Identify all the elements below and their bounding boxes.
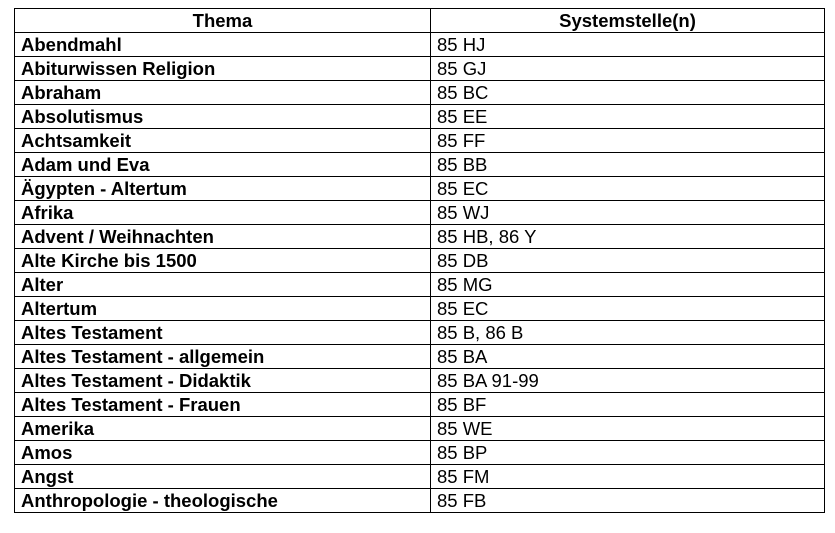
cell-thema: Amerika bbox=[15, 417, 431, 441]
table-row bbox=[15, 345, 825, 369]
table-row bbox=[15, 201, 825, 225]
cell-thema: Altertum bbox=[15, 297, 431, 321]
cell-thema: Abendmahl bbox=[15, 33, 431, 57]
table-row bbox=[15, 393, 825, 417]
cell-systemstelle: 85 WJ bbox=[431, 201, 825, 225]
table-row bbox=[15, 105, 825, 129]
cell-thema: Anthropologie - theologische bbox=[15, 489, 431, 513]
cell-thema: Abraham bbox=[15, 81, 431, 105]
cell-thema: Alte Kirche bis 1500 bbox=[15, 249, 431, 273]
cell-systemstelle: 85 BA bbox=[431, 345, 825, 369]
cell-thema: Advent / Weihnachten bbox=[15, 225, 431, 249]
table-row bbox=[15, 249, 825, 273]
cell-thema: Achtsamkeit bbox=[15, 129, 431, 153]
cell-systemstelle: 85 WE bbox=[431, 417, 825, 441]
cell-thema: Afrika bbox=[15, 201, 431, 225]
cell-thema: Alter bbox=[15, 273, 431, 297]
table-row bbox=[15, 297, 825, 321]
table-row bbox=[15, 273, 825, 297]
cell-thema: Amos bbox=[15, 441, 431, 465]
table-row bbox=[15, 441, 825, 465]
cell-systemstelle: 85 BF bbox=[431, 393, 825, 417]
table-row bbox=[15, 489, 825, 513]
cell-systemstelle: 85 EE bbox=[431, 105, 825, 129]
column-header-systemstelle: Systemstelle(n) bbox=[431, 9, 825, 33]
table-row bbox=[15, 177, 825, 201]
cell-systemstelle: 85 MG bbox=[431, 273, 825, 297]
cell-systemstelle: 85 BA 91-99 bbox=[431, 369, 825, 393]
cell-thema: Altes Testament - allgemein bbox=[15, 345, 431, 369]
cell-thema: Abiturwissen Religion bbox=[15, 57, 431, 81]
table-body bbox=[15, 33, 825, 513]
table-row bbox=[15, 465, 825, 489]
table-row bbox=[15, 369, 825, 393]
cell-thema: Angst bbox=[15, 465, 431, 489]
table-row bbox=[15, 33, 825, 57]
topic-table bbox=[14, 8, 825, 513]
cell-systemstelle: 85 FB bbox=[431, 489, 825, 513]
cell-systemstelle: 85 B, 86 B bbox=[431, 321, 825, 345]
cell-systemstelle: 85 FM bbox=[431, 465, 825, 489]
table-row bbox=[15, 321, 825, 345]
cell-thema: Altes Testament - Didaktik bbox=[15, 369, 431, 393]
table-row bbox=[15, 153, 825, 177]
cell-thema: Absolutismus bbox=[15, 105, 431, 129]
cell-systemstelle: 85 HJ bbox=[431, 33, 825, 57]
table-row bbox=[15, 81, 825, 105]
cell-systemstelle: 85 DB bbox=[431, 249, 825, 273]
column-header-thema: Thema bbox=[15, 9, 431, 33]
table-row bbox=[15, 225, 825, 249]
table-row bbox=[15, 57, 825, 81]
cell-systemstelle: 85 BC bbox=[431, 81, 825, 105]
table-row bbox=[15, 417, 825, 441]
cell-systemstelle: 85 BP bbox=[431, 441, 825, 465]
cell-systemstelle: 85 GJ bbox=[431, 57, 825, 81]
table-header-row bbox=[15, 9, 825, 33]
cell-systemstelle: 85 HB, 86 Y bbox=[431, 225, 825, 249]
cell-thema: Altes Testament bbox=[15, 321, 431, 345]
cell-systemstelle: 85 EC bbox=[431, 177, 825, 201]
cell-systemstelle: 85 FF bbox=[431, 129, 825, 153]
cell-systemstelle: 85 BB bbox=[431, 153, 825, 177]
cell-thema: Ägypten - Altertum bbox=[15, 177, 431, 201]
cell-systemstelle: 85 EC bbox=[431, 297, 825, 321]
cell-thema: Adam und Eva bbox=[15, 153, 431, 177]
table-row bbox=[15, 129, 825, 153]
cell-thema: Altes Testament - Frauen bbox=[15, 393, 431, 417]
